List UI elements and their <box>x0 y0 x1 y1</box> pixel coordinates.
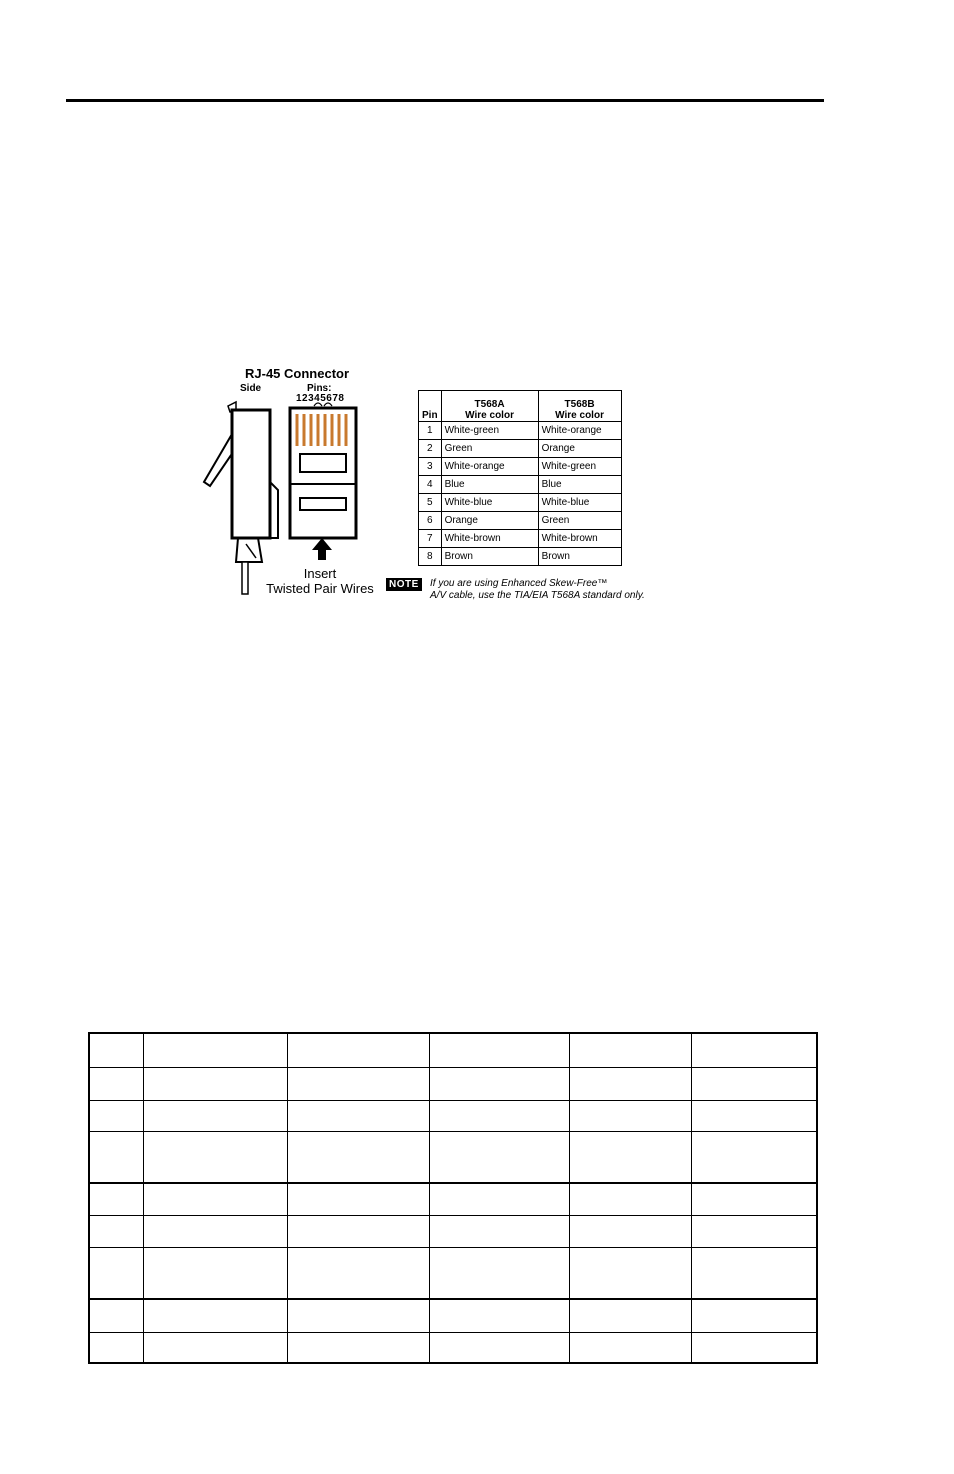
t568a-color: Brown <box>441 548 538 566</box>
insert-arrow-icon <box>312 538 332 560</box>
t568b-color: White-green <box>538 458 621 476</box>
caption-line-1: Insert <box>303 566 337 581</box>
figure-title: RJ-45 Connector <box>245 366 350 381</box>
table-row <box>89 1299 817 1332</box>
t568b-color: Orange <box>538 440 621 458</box>
figure-caption <box>260 566 380 596</box>
t568a-color: Orange <box>441 512 538 530</box>
note-badge: NOTE <box>386 578 422 591</box>
note-line-1: If you are using Enhanced Skew-Free™ <box>430 578 608 589</box>
pin-number: 1 <box>419 422 442 440</box>
side-label: Side <box>240 383 262 394</box>
t568a-color: White-brown <box>441 530 538 548</box>
header-t568b-line2: Wire color <box>555 410 604 421</box>
table-row <box>89 1033 817 1067</box>
pin-number: 6 <box>419 512 442 530</box>
t568b-color: White-brown <box>538 530 621 548</box>
pin-number: 2 <box>419 440 442 458</box>
connector-front-view <box>290 403 356 538</box>
table-row <box>419 548 622 566</box>
table-row <box>89 1215 817 1247</box>
table-row <box>89 1100 817 1131</box>
pin-number: 4 <box>419 476 442 494</box>
note-text <box>430 578 645 602</box>
t568a-color: White-orange <box>441 458 538 476</box>
t568b-color: White-orange <box>538 422 621 440</box>
table-row <box>419 440 622 458</box>
pin-numbers: 12345678 <box>296 393 345 404</box>
header-t568b-line1: T568B <box>564 399 595 410</box>
table-row <box>419 530 622 548</box>
header-t568a-line2: Wire color <box>465 410 514 421</box>
table-row <box>89 1067 817 1100</box>
header-pin: Pin <box>419 391 442 422</box>
table-row <box>419 512 622 530</box>
header-t568a <box>441 391 538 422</box>
table-row <box>419 476 622 494</box>
table-row <box>89 1332 817 1363</box>
pins-label: Pins: <box>307 383 332 394</box>
t568b-color: Green <box>538 512 621 530</box>
header-t568b <box>538 391 621 422</box>
pin-number: 8 <box>419 548 442 566</box>
wiring-table-header <box>419 391 622 422</box>
table-row <box>89 1247 817 1299</box>
table-row <box>419 494 622 512</box>
empty-grid-table <box>88 1032 818 1364</box>
t568b-color: Brown <box>538 548 621 566</box>
rj45-figure <box>200 362 680 612</box>
table-row <box>89 1183 817 1215</box>
table-row <box>89 1131 817 1183</box>
pin-number: 5 <box>419 494 442 512</box>
pin-number: 3 <box>419 458 442 476</box>
wiring-table <box>418 390 622 566</box>
t568b-color: White-blue <box>538 494 621 512</box>
t568a-color: Blue <box>441 476 538 494</box>
table-row <box>419 422 622 440</box>
table-row <box>419 458 622 476</box>
header-t568a-line1: T568A <box>474 399 505 410</box>
t568a-color: Green <box>441 440 538 458</box>
t568b-color: Blue <box>538 476 621 494</box>
t568a-color: White-green <box>441 422 538 440</box>
note-line-2: A/V cable, use the TIA/EIA T568A standard only. <box>430 590 645 601</box>
t568a-color: White-blue <box>441 494 538 512</box>
top-rule <box>66 99 824 102</box>
pin-number: 7 <box>419 530 442 548</box>
caption-line-2: Twisted Pair Wires <box>266 581 374 596</box>
